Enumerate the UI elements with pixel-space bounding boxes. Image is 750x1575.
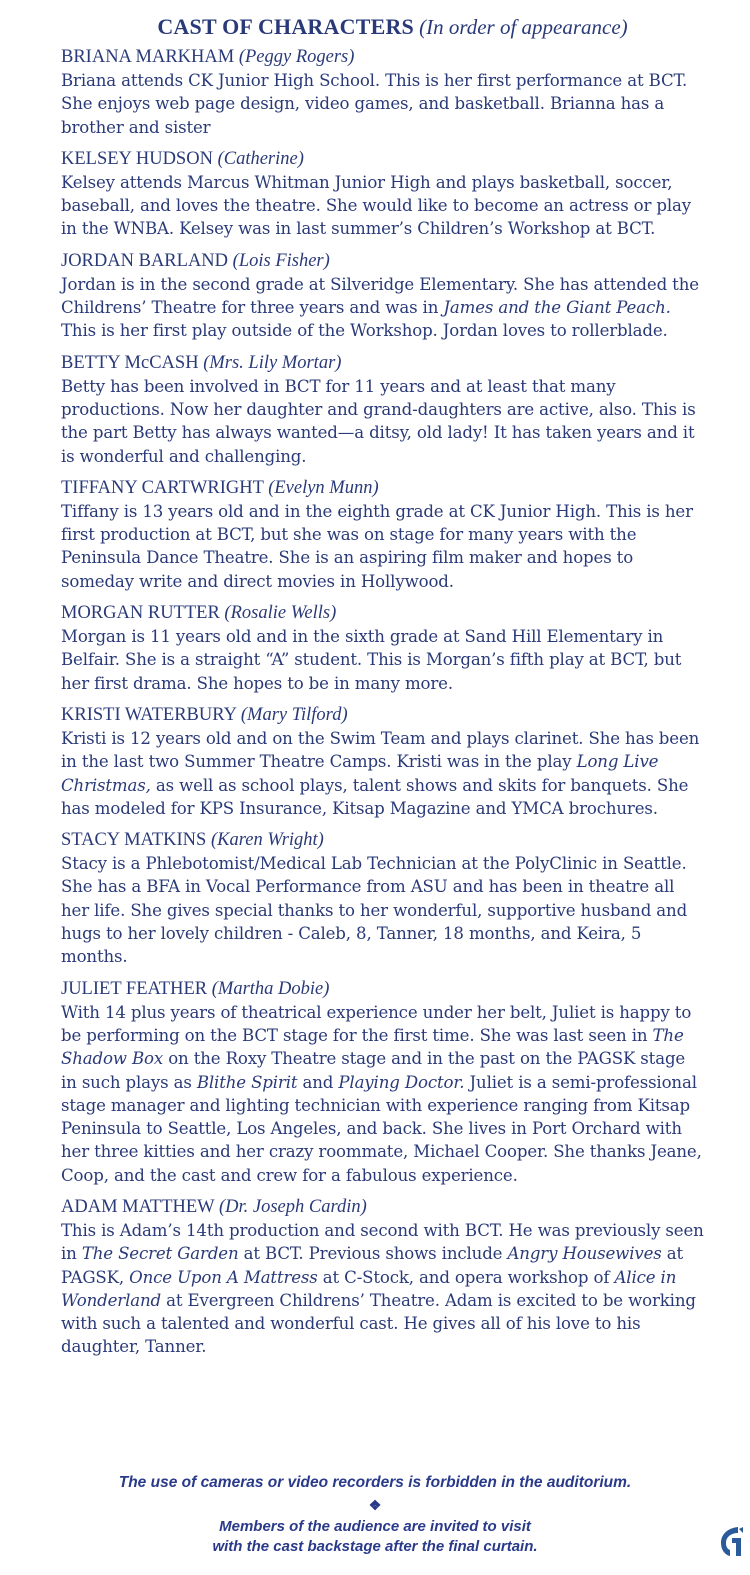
actor-name: JULIET FEATHER [61,978,208,999]
bio-title-italic: The Shadow Box [61,1025,684,1069]
bio-title-italic: James and the Giant Peach. [443,298,671,318]
cast-entry-heading [61,477,704,500]
actor-bio [61,625,704,695]
bio-text: Tiffany is 13 years old and in the eighth grade at CK Junior High. This is her first production at BCT, but she was on stage for many years with the Peninsula Dance Theatre. She is an aspiring film maker and hopes to someday write and direct movies in Hollywood. [61,501,693,591]
actor-name: STACY MATKINS [61,830,207,851]
cast-entry-heading [61,704,704,727]
camera-notice: The use of cameras or video recorders is forbidden in the auditorium. [118,1474,632,1491]
cast-entry [61,250,704,343]
bio-text: Morgan is 11 years old and in the sixth grade at Sand Hill Elementary in Belfair. She is a straight “A” student. This is Morgan’s fifth play at BCT, but her first drama. She hopes to be in many more. [61,627,682,693]
invite-line-1: Members of the audience are invited to visit [219,1518,531,1535]
actor-bio [61,727,704,820]
cast-subtitle: (In order of appearance) [419,15,628,39]
bio-text: Jordan is in the second grade at Silveridge Elementary. She has attended the Childrens’ Theatre for three years and was in [61,274,699,318]
cast-entry [61,829,704,968]
actor-bio [61,1219,704,1359]
bio-title-italic: Angry Housewives [507,1244,662,1264]
actor-bio [61,1001,704,1187]
actor-name: KELSEY HUDSON [61,148,213,169]
cast-entry-heading [61,352,704,375]
cast-title: CAST OF CHARACTERS [157,14,414,39]
character-role: (Lois Fisher) [232,250,330,271]
cast-entry [61,148,704,241]
character-role: (Peggy Rogers) [238,47,355,67]
cast-entry [61,704,704,820]
cast-entry [61,602,704,695]
cast-entry-heading [61,978,704,1001]
character-role: (Mrs. Lily Mortar) [203,352,342,373]
bio-title-italic: Long Live Christmas, [61,752,659,795]
bio-text: Kristi is 12 years old and on the Swim Team and plays clarinet. She has been in the last two Summer Theatre Camps. Kristi was in the play [61,728,700,772]
actor-name: BETTY McCASH [61,352,199,373]
bio-text: at Evergreen Childrens’ Theatre. Adam is excited to be working with such a talented and wonderful cast. He gives all of his love to his daughter, Tanner. [61,1290,696,1357]
character-role: (Evelyn Munn) [268,477,379,498]
cast-entry-heading [61,602,704,625]
actor-name: KRISTI WATERBURY [61,704,237,725]
bio-title-italic: Alice in Wonderland [61,1267,677,1310]
bio-text: at C-Stock, and opera workshop of [317,1267,615,1287]
bio-text: Juliet is a semi-professional stage manager and lighting technician with experience ranging from Kitsap Peninsula to Seattle, Los Angeles, and back. She lives in Port Orchard with her three kitties and her crazy roommate, Michael Cooper. She thanks Jeane, Coop, and the cast and crew for a fabulous experience. [61,1072,702,1185]
bio-title-italic: Once Upon A Mattress [129,1267,318,1287]
character-role: (Karen Wright) [210,830,324,851]
logo-mark-icon [718,1524,744,1558]
bio-text: at BCT. Previous shows include [238,1244,508,1264]
bio-text: on the Roxy Theatre stage and in the past on the PAGSK stage in such plays as [61,1049,686,1092]
actor-bio [61,69,704,139]
actor-bio [61,171,704,241]
cast-entry-heading [61,250,704,273]
cast-entry [61,352,704,468]
character-role: (Catherine) [217,148,304,169]
bio-text: Stacy is a Phlebotomist/Medical Lab Technician at the PolyClinic in Seattle. She has a BFA in Vocal Performance from ASU and has been in theatre all her life. She gives special thanks to her wonderful, supportive husband and hugs to her lovely children - Caleb, 8, Tanner, 18 months, and Keira, 5 months. [61,854,688,967]
actor-bio [61,852,704,968]
actor-bio [61,500,704,593]
bio-title-italic: Blithe Spirit [196,1072,298,1092]
cast-entry [61,477,704,593]
cast-entry [61,978,704,1187]
bio-title-italic: Playing Doctor. [338,1072,465,1092]
cast-entry-heading [61,46,704,69]
bio-text: at PAGSK, [61,1244,684,1287]
cast-entry-heading [61,148,704,171]
actor-bio [61,375,704,468]
character-role: (Dr. Joseph Cardin) [218,1196,367,1217]
invite-line-2: with the cast backstage after the final curtain. [212,1538,538,1555]
character-role: (Martha Dobie) [211,978,330,999]
bio-title-italic: The Secret Garden [81,1244,239,1264]
bio-text: as well as school plays, talent shows and skits for banquets. She has modeled for KPS Insurance, Kitsap Magazine and YMCA brochures. [61,775,689,818]
bio-text: This is her first play outside of the Workshop. Jordan loves to rollerblade. [61,321,668,341]
bio-text: and [297,1072,339,1092]
cast-entry [61,46,704,139]
actor-name: BRIANA MARKHAM [61,47,235,67]
actor-bio [61,273,704,343]
actor-name: MORGAN RUTTER [61,603,220,624]
ornament-icon: ❖ [368,1497,382,1513]
bio-text: This is Adam’s 14th production and second with BCT. He was previously seen in [61,1220,704,1264]
actor-name: JORDAN BARLAND [61,250,229,271]
cast-entry-heading [61,829,704,852]
bio-text: With 14 plus years of theatrical experience under her belt, Juliet is happy to be performing on the BCT stage for the first time. She was last seen in [61,1002,692,1045]
cast-list [61,46,704,1359]
backstage-invite [0,1517,750,1557]
character-role: (Rosalie Wells) [224,603,337,624]
cast-entry [61,1196,704,1359]
bio-text: Briana attends CK Junior High School. This is her first performance at BCT. She enjoys web page design, video games, and basketball. Brianna has a brother and sister [61,71,688,137]
character-role: (Mary Tilford) [240,704,348,725]
actor-name: ADAM MATTHEW [61,1196,215,1217]
cast-entry-heading [61,1196,704,1219]
bio-text: Betty has been involved in BCT for 11 years and at least that many productions. Now her daughter and grand-daughters are active, also. This is the part Betty has always wanted—a ditsy, old lady! It has taken years and it is wonderful and challenging. [61,376,696,466]
bio-text: Kelsey attends Marcus Whitman Junior High and plays basketball, soccer, baseball, and loves the theatre. She would like to become an actress or play in the WNBA. Kelsey was in last summer’s Children’s Workshop at BCT. [61,172,692,239]
cast-header [61,14,704,40]
actor-name: TIFFANY CARTWRIGHT [61,477,264,498]
